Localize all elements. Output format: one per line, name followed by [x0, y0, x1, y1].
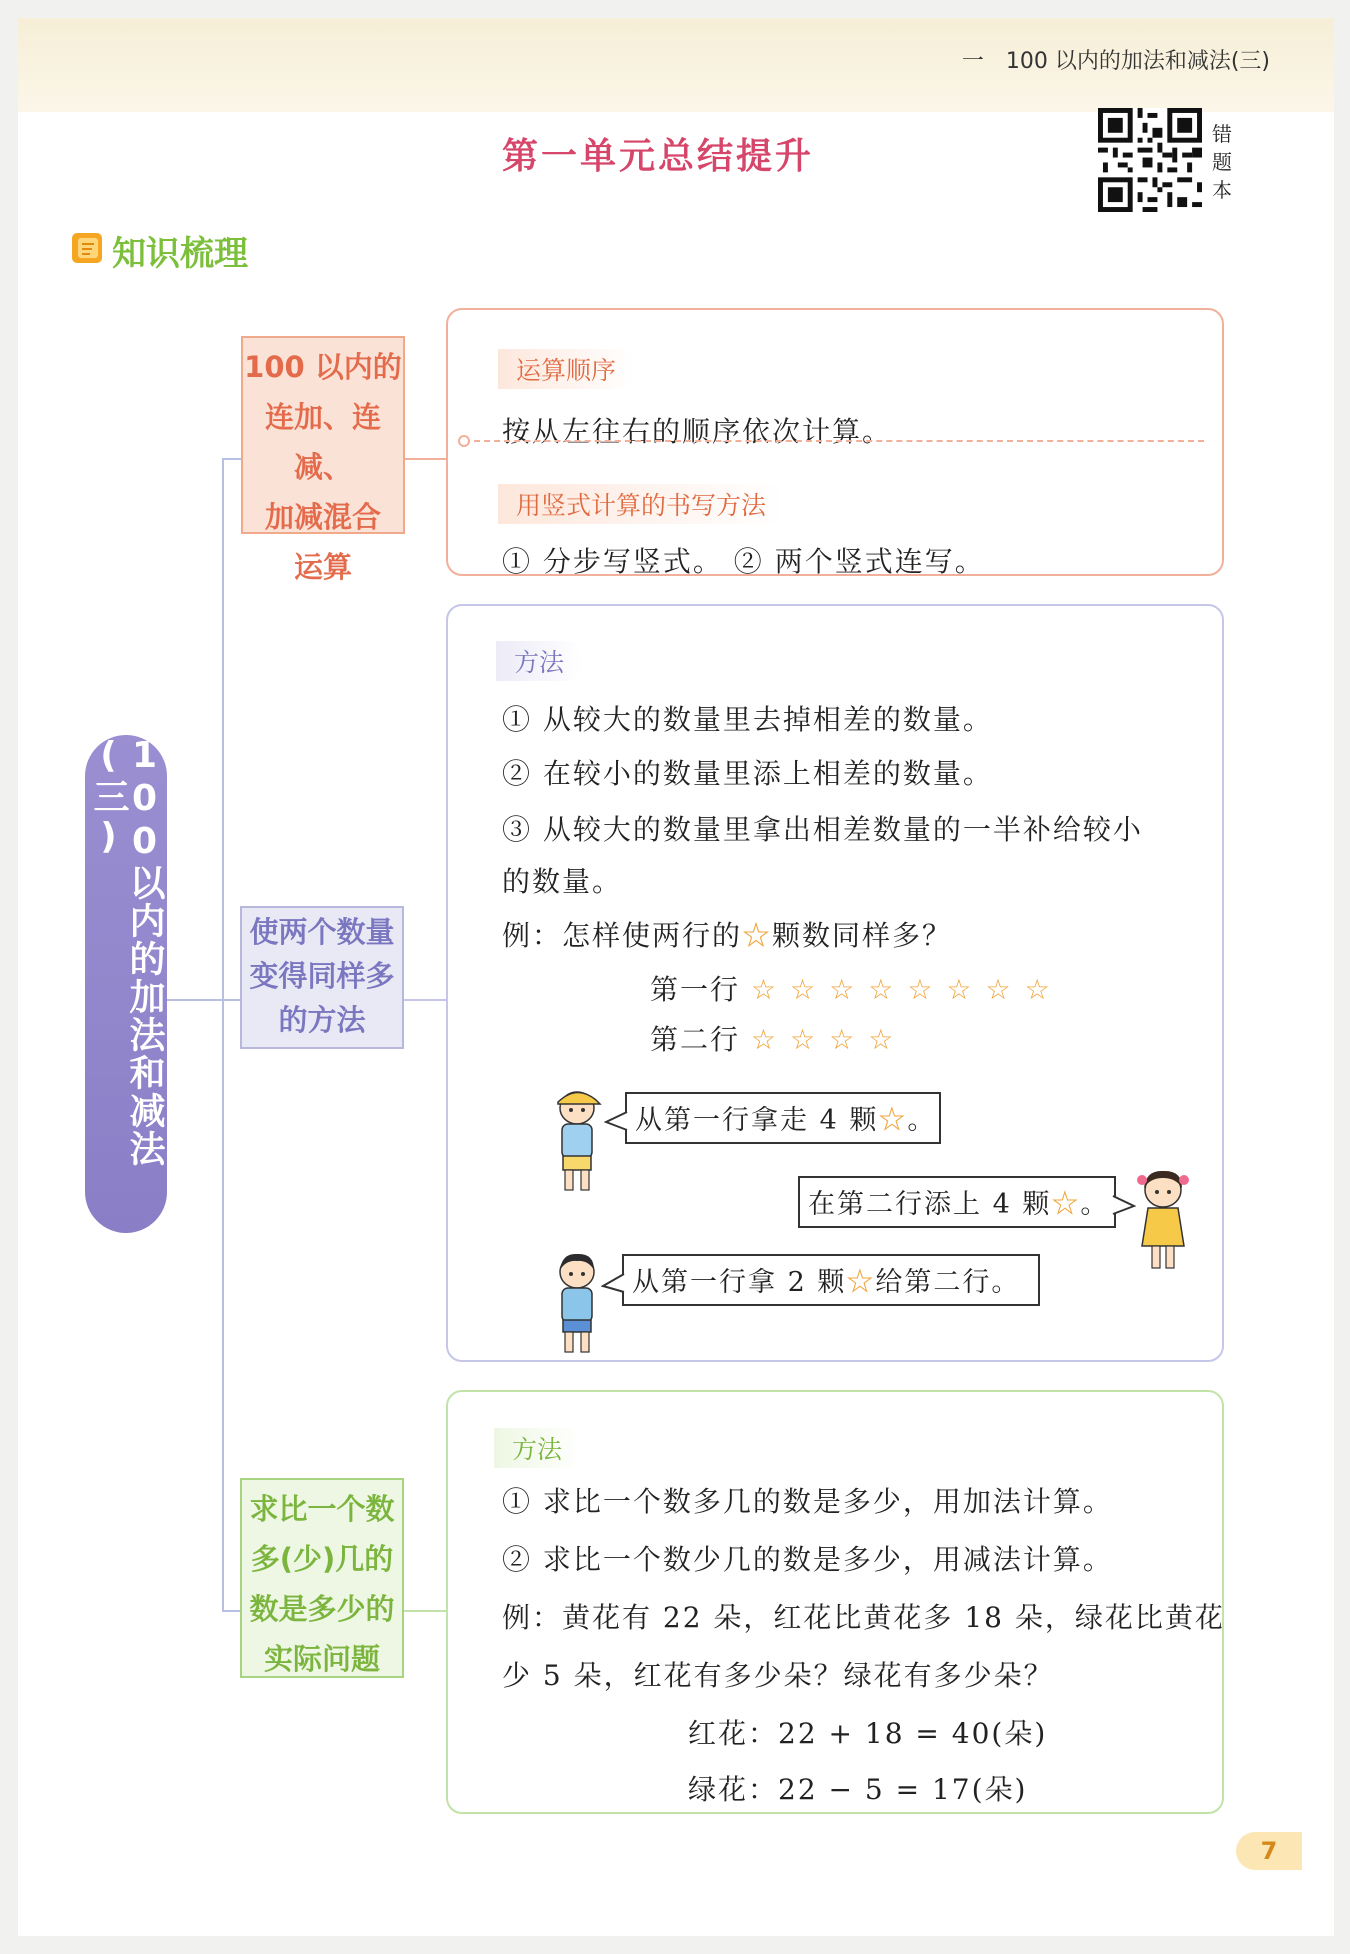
dashed-divider	[464, 440, 1204, 442]
node-line: 数是多少的	[249, 1592, 395, 1626]
bubble-text: 在第二行添上 4 颗	[808, 1189, 1052, 1220]
text-vertical-method: ① 分步写竖式。 ② 两个竖式连写。	[502, 545, 985, 578]
star-icon: ☆	[878, 1105, 908, 1136]
example-line: 少 5 朵，红花有多少朵？绿花有多少朵？	[502, 1659, 1054, 1692]
answer-red-flowers: 红花：22 + 18 = 40(朵)	[688, 1717, 1048, 1750]
method-item: 的数量。	[502, 865, 623, 898]
girl-illustration	[1132, 1166, 1194, 1278]
boy-illustration	[548, 1250, 606, 1360]
qr-code-icon[interactable]	[1098, 108, 1202, 212]
node-line: 实际问题	[263, 1642, 380, 1676]
bubble-text: 从第一行拿 2 颗	[632, 1267, 847, 1298]
row1-stars: ☆☆☆☆☆☆☆☆	[750, 973, 1064, 1006]
node-line: 的方法	[278, 1003, 366, 1037]
method-item: ③ 从较大的数量里拿出相差数量的一半补给较小	[502, 813, 1143, 846]
speech-bubble-2	[798, 1176, 1116, 1228]
tree-trunk-line	[222, 458, 224, 1612]
tag-vertical-method: 用竖式计算的书写方法	[498, 484, 784, 524]
answer-green-flowers: 绿花：22 − 5 = 17(朵)	[688, 1773, 1028, 1806]
star-icon: ☆	[742, 919, 773, 952]
node-line: 求比一个数	[249, 1492, 395, 1526]
row2	[650, 1018, 907, 1058]
example-text: 颗数同样多？	[772, 919, 953, 952]
chapter-header: 一 100 以内的加法和减法(三)	[961, 49, 1270, 74]
row1-label: 第一行	[650, 973, 741, 1006]
row2-stars: ☆☆☆☆	[750, 1023, 908, 1056]
bubble-text: 。	[907, 1105, 937, 1136]
branch3-connector	[222, 1610, 240, 1612]
branch-node-equalize	[240, 906, 404, 1049]
node-line: 变得同样多	[249, 959, 395, 993]
tag-method: 方法	[496, 641, 582, 681]
method-item: ① 从较大的数量里去掉相差的数量。	[502, 703, 993, 736]
root-label: 100以内的加法和减法(三)	[88, 735, 165, 1168]
branch-node-mixed-operations	[241, 336, 405, 584]
qr-label: 错题本	[1212, 122, 1232, 202]
branch-node-more-less	[240, 1478, 404, 1678]
tag-method: 方法	[494, 1428, 580, 1468]
text-operation-order: 按从左往右的顺序依次计算。	[502, 415, 893, 448]
bubble-text: 从第一行拿走 4 颗	[635, 1105, 879, 1136]
speech-bubble-3	[622, 1254, 1040, 1306]
divider-dot	[458, 435, 470, 447]
root-connector-line	[167, 999, 223, 1001]
root-node	[85, 735, 167, 1233]
example-text: 例：怎样使两行的	[502, 919, 743, 952]
node-line: 运算	[293, 550, 352, 584]
star-icon: ☆	[846, 1267, 876, 1298]
bubble-tail-icon	[604, 1110, 628, 1134]
branch2-connector	[222, 999, 240, 1001]
method-item: ① 求比一个数多几的数是多少，用加法计算。	[502, 1485, 1113, 1518]
box1-connector	[405, 458, 446, 460]
example-question	[502, 914, 952, 954]
tag-operation-order: 运算顺序	[498, 349, 634, 389]
node-line: 连加、连减、	[264, 400, 381, 484]
method-item: ② 在较小的数量里添上相差的数量。	[502, 757, 993, 790]
book-icon	[70, 230, 106, 266]
bubble-text: 。	[1080, 1189, 1110, 1220]
node-line: 加减混合	[264, 500, 381, 534]
box2-connector	[404, 999, 446, 1001]
page-number: 7	[1236, 1832, 1302, 1870]
row1	[650, 968, 1064, 1008]
node-line: 使两个数量	[249, 915, 395, 949]
row2-label: 第二行	[650, 1023, 741, 1056]
page-title: 第一单元总结提升	[501, 136, 814, 177]
branch1-connector	[222, 458, 241, 460]
bubble-tail-icon	[601, 1272, 625, 1296]
box3-connector	[404, 1610, 446, 1612]
bubble-text: 给第二行。	[875, 1267, 1021, 1298]
speech-bubble-1	[625, 1092, 941, 1144]
example-line: 例：黄花有 22 朵，红花比黄花多 18 朵，绿花比黄花	[502, 1601, 1225, 1634]
node-line: 100 以内的	[244, 350, 402, 384]
boy-cap-illustration	[548, 1086, 606, 1198]
section-heading: 知识梳理	[112, 234, 248, 274]
star-icon: ☆	[1051, 1189, 1081, 1220]
node-line: 多(少)几的	[250, 1542, 394, 1576]
method-item: ② 求比一个数少几的数是多少，用减法计算。	[502, 1543, 1113, 1576]
